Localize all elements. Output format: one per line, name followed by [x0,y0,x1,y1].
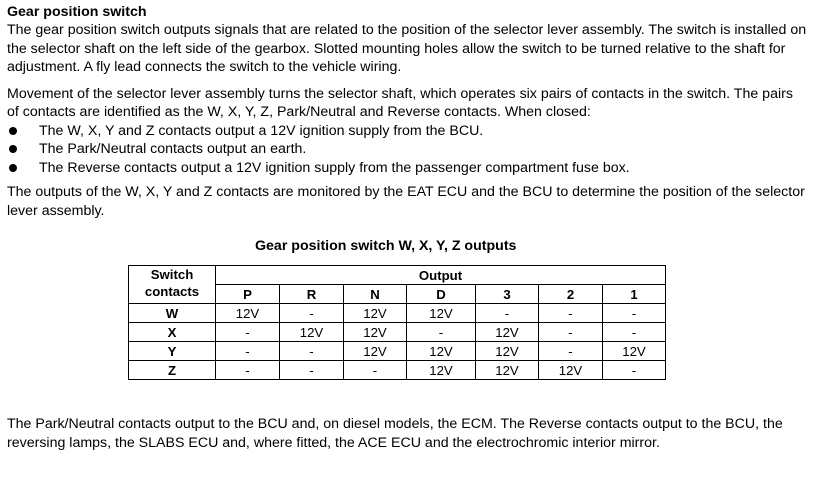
table-cell: - [539,342,603,361]
switch-header-line2: contacts [144,283,200,299]
table-cell: 12V [344,342,407,361]
monitoring-paragraph: The outputs of the W, X, Y and Z contacts are monitored by the EAT ECU and the BCU to determine the position of the selector lever assembly. [7,184,805,219]
table-row [129,323,666,342]
table-cell: 12V [476,361,539,380]
section-title: Gear position switch [7,4,147,20]
table-cell: - [476,304,539,323]
bullet-text: The Reverse contacts output a 12V ignition supply from the passenger compartment fuse box. [39,159,630,176]
outputs-table [128,265,666,380]
switch-contacts-header [129,266,216,304]
column-header: N [344,285,407,304]
table-row [129,342,666,361]
table-cell: 12V [216,304,280,323]
bullet-text: The Park/Neutral contacts output an earth. [39,141,307,157]
output-header: Output [216,266,666,285]
column-header: 2 [539,285,603,304]
table-cell: 12V [476,342,539,361]
table-cell: - [280,361,344,380]
table-cell: - [280,342,344,361]
table-cell: 12V [407,304,476,323]
bullet-item [7,159,807,178]
document-body [7,3,807,220]
table-cell: 12V [603,342,666,361]
table-cell: - [603,361,666,380]
switch-header-line1: Switch [150,267,194,282]
column-header: D [407,285,476,304]
table-cell: 12V [539,361,603,380]
table-header-row [129,266,666,285]
bullet-item [7,140,807,159]
bullet-item [7,122,807,141]
column-header: 1 [603,285,666,304]
row-contact: X [129,323,216,342]
table-row [129,304,666,323]
table-cell: - [216,323,280,342]
table-title: Gear position switch W, X, Y, Z outputs [255,238,517,254]
table-cell: - [344,361,407,380]
bullet-icon [9,127,17,135]
table-cell: - [216,342,280,361]
table-cell: - [280,304,344,323]
column-header: P [216,285,280,304]
row-contact: W [129,304,216,323]
table-cell: 12V [344,304,407,323]
bullet-list [7,122,807,178]
row-contact: Y [129,342,216,361]
row-contact: Z [129,361,216,380]
table-cell: - [539,304,603,323]
column-header: 3 [476,285,539,304]
table-cell: 12V [407,361,476,380]
table-cell: - [603,323,666,342]
table-cell: - [603,304,666,323]
intro-paragraph: The gear position switch outputs signals that are related to the position of the selector lever assembly. The switch is installed on the selector shaft on the left side of the gearbox. Slotted mounting holes allow the switch to be turned relative to the shaft for adjustment. A fly lead connects the switch to the vehicle wiring. [7,22,807,75]
table-cell: 12V [344,323,407,342]
bullet-icon [9,145,17,153]
table-cell: - [539,323,603,342]
outputs-paragraph: The Park/Neutral contacts output to the BCU and, on diesel models, the ECM. The Reverse contacts output to the BCU, the reversing lamps, the SLABS ECU and, where fitted, the ACE ECU and the electrochromic interior mirror. [7,416,783,451]
contacts-paragraph: Movement of the selector lever assembly turns the selector shaft, which operates six pairs of contacts in the switch. The pairs of contacts are identified as the W, X, Y, Z, Park/Neutral and Reverse contacts. When closed: [7,85,793,120]
table-cell: - [407,323,476,342]
table-cell: 12V [280,323,344,342]
table-cell: 12V [407,342,476,361]
bullet-text: The W, X, Y and Z contacts output a 12V ignition supply from the BCU. [39,122,484,139]
table-cell: 12V [476,323,539,342]
bullet-icon [9,164,17,172]
column-header: R [280,285,344,304]
table-row [129,361,666,380]
table-cell: - [216,361,280,380]
